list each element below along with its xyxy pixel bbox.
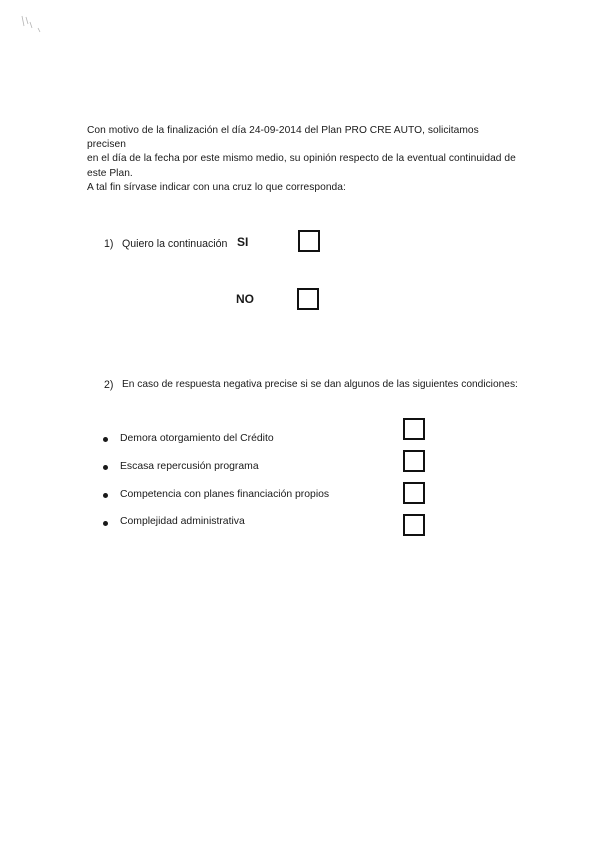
- question2-label: En caso de respuesta negativa precise si se dan algunos de las siguientes condiciones:: [122, 379, 518, 390]
- condition-item: Competencia con planes financiación propios: [120, 489, 330, 500]
- intro-paragraph: [87, 124, 517, 195]
- bullet-icon: [103, 437, 108, 442]
- condition-checkbox[interactable]: [403, 482, 425, 504]
- intro-line: A tal fin sírvase indicar con una cruz lo que corresponda:: [87, 181, 346, 193]
- intro-line: en el día de la fecha por este mismo medio, su opinión respecto de la eventual continuidad de: [87, 153, 516, 165]
- option-yes-checkbox[interactable]: [298, 230, 320, 252]
- intro-line: este Plan.: [87, 167, 133, 179]
- intro-line: Con motivo de la finalización el día 24-09-2014 del Plan PRO CRE AUTO, solicitamos precisen: [87, 125, 479, 151]
- option-no-checkbox[interactable]: [297, 288, 319, 310]
- question2-number: 2): [104, 379, 114, 391]
- condition-checkbox[interactable]: [403, 514, 425, 536]
- bullet-icon: [103, 465, 108, 470]
- condition-checkbox[interactable]: [403, 450, 425, 472]
- condition-checkbox[interactable]: [403, 418, 425, 440]
- scan-artifact-mark: [18, 14, 46, 40]
- condition-item: Escasa repercusión programa: [120, 461, 259, 472]
- bullet-icon: [103, 493, 108, 498]
- condition-item: Complejidad administrativa: [120, 516, 245, 527]
- bullet-icon: [103, 521, 108, 526]
- option-no-label: NO: [236, 292, 254, 306]
- question1-label: Quiero la continuación: [122, 238, 228, 250]
- option-yes-label: SI: [237, 235, 249, 249]
- question1-number: 1): [104, 238, 114, 250]
- condition-item: Demora otorgamiento del Crédito: [120, 433, 274, 444]
